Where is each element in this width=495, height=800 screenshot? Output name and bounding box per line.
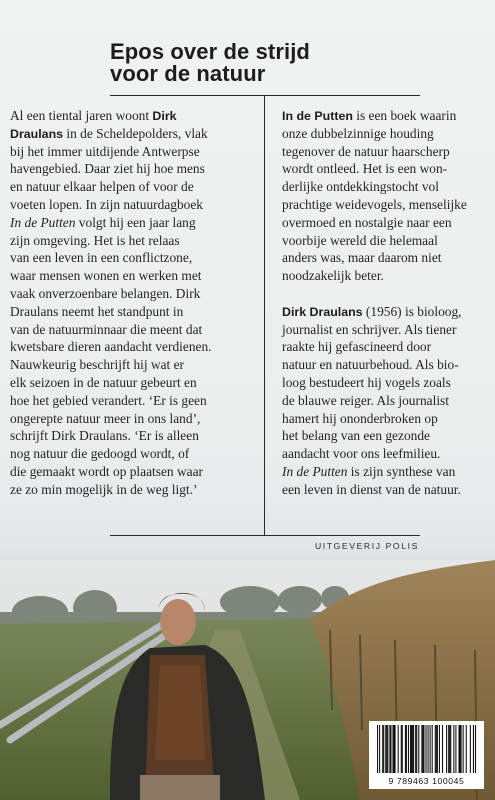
barcode-bar xyxy=(442,725,443,773)
barcode-bar xyxy=(432,725,433,773)
barcode-bar xyxy=(436,725,437,773)
text-line: prachtige weidevogels, menselijke xyxy=(282,196,467,212)
text-line: havengebied. Daar ziet hij hoe mens xyxy=(10,161,205,177)
publisher-name: UITGEVERIJ POLIS xyxy=(315,541,419,551)
barcode-bar xyxy=(422,725,423,773)
author-name: Dirk xyxy=(152,109,177,123)
text-line: zijn omgeving. Het is het relaas xyxy=(10,232,180,248)
text-line: derlijke ontdekkingstocht vol xyxy=(282,179,439,195)
text-line: en natuur elkaar helpen of voor de xyxy=(10,179,194,195)
barcode-bar xyxy=(387,725,388,773)
author-name: Dirk Draulans xyxy=(282,304,363,319)
barcode-bar xyxy=(449,725,450,773)
barcode-bar xyxy=(398,725,399,773)
text-line: raakte hij gefascineerd door xyxy=(282,339,432,355)
text-line: Al een tiental jaren woont Dirk xyxy=(10,108,177,123)
column-divider xyxy=(264,96,265,535)
text-line: Nauwkeurig beschrijft hij wat er xyxy=(10,357,185,373)
text-line: de blauwe reiger. Als journalist xyxy=(282,392,449,408)
text-line: onze dubbelzinnige houding xyxy=(282,125,434,141)
book-title: In de Putten xyxy=(282,109,353,123)
barcode-bar xyxy=(412,725,413,773)
barcode-bar xyxy=(421,725,422,773)
barcode-bar xyxy=(435,725,436,773)
paragraph-gap xyxy=(282,285,487,303)
text-line: journalist en schrijver. Als tiener xyxy=(282,321,457,337)
barcode-bar xyxy=(415,725,416,773)
barcode-bar xyxy=(411,725,412,773)
barcode-bar xyxy=(470,725,471,773)
barcode-bar xyxy=(383,725,384,773)
text-line: voeten lopen. In zijn natuurdagboek xyxy=(10,196,203,212)
barcode-bar xyxy=(453,725,454,773)
barcode-bar xyxy=(466,725,467,773)
text-line: Draulans neemt het standpunt in xyxy=(10,303,184,319)
barcode-bar xyxy=(386,725,387,773)
text-line: ongerepte natuur meer in ons land’, xyxy=(10,410,201,426)
text-line: nog natuur die gedoogd wordt, of xyxy=(10,446,190,462)
barcode-bars xyxy=(369,721,484,776)
text-line: van een leven in een conflictzone, xyxy=(10,250,193,266)
barcode-bar xyxy=(437,725,438,773)
blurb-left-column xyxy=(10,107,260,499)
text-line: waar mensen wonen en werken met xyxy=(10,268,202,284)
barcode-bar xyxy=(395,725,396,773)
text-line: In de Putten is een boek waarin xyxy=(282,108,457,123)
text-line: schrijft Dirk Draulans. ‘Er is alleen xyxy=(10,428,199,444)
book-title: In de Putten xyxy=(10,214,76,230)
book-title: In de Putten xyxy=(282,463,348,479)
barcode-bar xyxy=(416,725,417,773)
text-line: voorbije wereld die helemaal xyxy=(282,232,438,248)
barcode-bar xyxy=(458,725,459,773)
barcode-bar xyxy=(455,725,456,773)
barcode-bar xyxy=(475,725,476,773)
text-line: die gemaakt wordt op plaatsen waar xyxy=(10,463,203,479)
text-line: bij het immer uitdijende Antwerpse xyxy=(10,143,200,159)
barcode-bar xyxy=(439,725,440,773)
barcode-bar xyxy=(418,725,419,773)
text-line: Draulans in de Scheldepolders, vlak xyxy=(10,125,208,141)
blurb-right-column xyxy=(282,107,487,499)
barcode-bar xyxy=(413,725,414,773)
barcode-bar xyxy=(394,725,395,773)
barcode-bar xyxy=(401,725,402,773)
text-line: hoe het gebied verandert. ‘Er is geen xyxy=(10,392,207,408)
barcode-bar xyxy=(385,725,386,773)
title-line-1: Epos over de strijd xyxy=(110,39,310,64)
barcode-bar xyxy=(410,725,411,773)
barcode-bar xyxy=(463,725,464,773)
text-line: noodzakelijk beter. xyxy=(282,268,384,284)
barcode-bar xyxy=(377,725,378,773)
text-line: overmoed en nostalgie naar een xyxy=(282,214,452,230)
barcode-bar xyxy=(408,725,409,773)
barcode-bar xyxy=(461,725,462,773)
barcode-bar xyxy=(392,725,393,773)
text-line: elk seizoen in de natuur gebeurt en xyxy=(10,374,197,390)
barcode-bar xyxy=(390,725,391,773)
barcode-bar xyxy=(382,725,383,773)
author-name: Draulans xyxy=(10,126,64,141)
barcode-bar xyxy=(450,725,451,773)
barcode-bar xyxy=(448,725,449,773)
barcode-bar xyxy=(428,725,429,773)
text-line: hamert hij ononderbroken op xyxy=(282,410,438,426)
isbn-number: 9 789463 100045 xyxy=(388,776,465,786)
barcode-bar xyxy=(389,725,390,773)
text-line: van de natuurminnaar die meent dat xyxy=(10,321,203,337)
cover-title xyxy=(110,41,410,85)
text-line: aandacht voor ons leefmilieu. xyxy=(282,446,441,462)
bottom-divider xyxy=(110,535,420,536)
barcode-bar xyxy=(406,725,407,773)
text-line: wordt ontleed. Het is een won- xyxy=(282,161,448,177)
barcode-bar xyxy=(460,725,461,773)
text-line: tegenover de natuur haarscherp xyxy=(282,143,450,159)
text-line: een leven in dienst van de natuur. xyxy=(282,481,461,497)
text-line: loog bestudeert hij vogels zoals xyxy=(282,374,451,390)
barcode-bar xyxy=(430,725,431,773)
barcode-bar xyxy=(473,725,474,773)
title-line-2: voor de natuur xyxy=(110,61,266,86)
text-line: ze zo min mogelijk in de weg ligt.’ xyxy=(10,481,198,497)
barcode-bar xyxy=(425,725,426,773)
barcode-bar xyxy=(423,725,424,773)
text-line: Dirk Draulans (1956) is bioloog, xyxy=(282,303,462,319)
text-line: natuur en natuurbehoud. Als bio- xyxy=(282,357,459,373)
text-line: vaak onverzoenbare belangen. Dirk xyxy=(10,285,201,301)
text-line: kwetsbare dieren aandacht verdienen. xyxy=(10,339,212,355)
text-line: In de Putten volgt hij een jaar lang xyxy=(10,214,196,230)
barcode-bar xyxy=(402,725,403,773)
top-divider xyxy=(110,95,420,96)
barcode-bar xyxy=(379,725,380,773)
barcode-bar xyxy=(446,725,447,773)
text-line: anders was, maar daarom niet xyxy=(282,250,442,266)
barcode-bar xyxy=(405,725,406,773)
text-line: het belang van een gezonde xyxy=(282,428,430,444)
text-line: In de Putten is zijn synthese van xyxy=(282,463,456,479)
